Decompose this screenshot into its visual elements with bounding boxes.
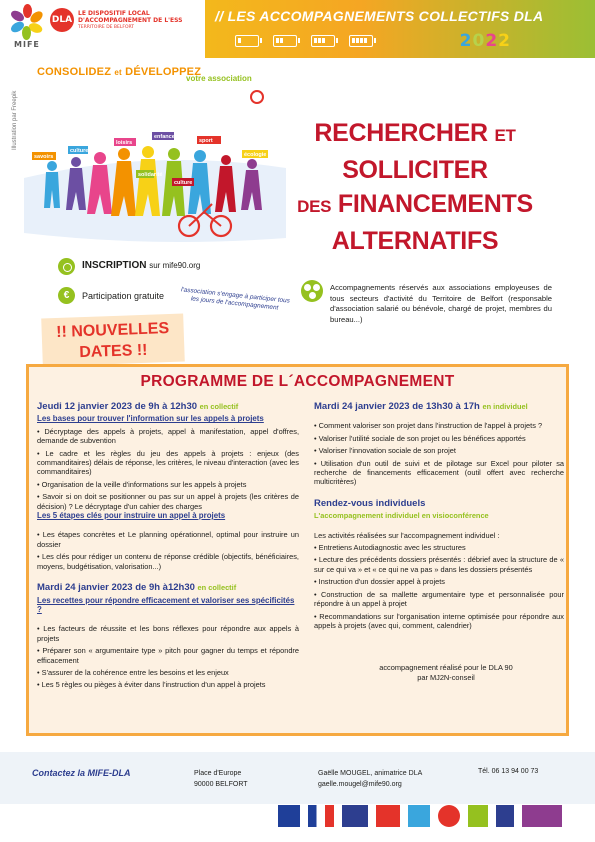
dla-title: LE DISPOSITIF LOCAL D'ACCOMPAGNEMENT DE L'ESS xyxy=(78,10,183,24)
list-item: • Les facteurs de réussite et les bons réflexes pour répondre aux appels à projets xyxy=(37,624,299,643)
contact-person: Gaëlle MOUGEL, animatrice DLA gaelle.mougel@mife90.org xyxy=(318,770,423,788)
list-item: • Le cadre et les règles du jeu des appels à projets : enjeux (des commanditaires) délais de réponse, les critères, le niveau d'interaction (avec les commanditaires) xyxy=(37,448,299,477)
euro-icon: € xyxy=(58,287,75,304)
list-item: • Lecture des précédents dossiers présentés : débrief avec la structure de « sur ce qui va » et « ce qui ne va pas » dans les dossiers présentés xyxy=(314,555,564,574)
provider-credit: accompagnement réalisé pour le DLA 90 par MJ2N-conseil xyxy=(379,663,513,683)
programme-box xyxy=(26,364,569,736)
email-link[interactable]: gaelle.mougel@mife90.org xyxy=(318,781,402,788)
illustration-word: solidarité xyxy=(138,172,163,178)
illustration-word: écologie xyxy=(244,152,267,158)
programme-title: PROGRAMME DE L´ACCOMPAGNEMENT xyxy=(140,373,455,390)
list-item: • Instruction d'un dossier appel à projets xyxy=(314,577,445,587)
list-item: • Préparer son « argumentaire type » pitch pour gagner du temps et répondre efficacement xyxy=(37,646,299,665)
phone-number[interactable]: Tél. 06 13 94 00 73 xyxy=(478,768,539,775)
slogan-subtitle: votre association xyxy=(186,74,252,83)
programme-right-column xyxy=(314,402,564,630)
session-subtitle: Les 5 étapes clés pour instruire un appel à projets xyxy=(37,511,226,521)
headline: RECHERCHER ET SOLLICITER DES FINANCEMENTS ALTERNATIFS xyxy=(297,119,533,255)
mife-logo[interactable] xyxy=(10,4,44,44)
registration-link[interactable]: INSCRIPTION sur mife90.org xyxy=(82,260,201,271)
battery-icon xyxy=(273,35,297,47)
list-item: • Décryptage des appels à projets, appel à manifestation, appel d'offres, demande de subvention xyxy=(37,426,299,446)
audience-text: Accompagnements réservés aux associations employeuses de tous secteurs d'activité du Territoire de Belfort (responsable d'association salarié ou bénévole, chargé de projet, membres du bureau...) xyxy=(330,283,552,324)
illustration-word: sport xyxy=(199,138,213,144)
header-banner xyxy=(205,0,595,58)
list-item: • Recommandations sur l'organisation interne optimisée pour répondre aux appels à projets (avec qui, comment, calendrier) xyxy=(314,611,564,630)
dla-logo[interactable]: DLA xyxy=(50,8,74,32)
year-label: 2022 xyxy=(459,31,511,51)
list-item: • Savoir si on doit se positionner ou pas sur un appel à projets (les critères de décision) ? Le décryptage d'un cahier des charges xyxy=(37,492,299,511)
footer-band xyxy=(0,752,595,804)
illustration-word: loisirs xyxy=(116,140,133,146)
session-subtitle: Les recettes pour répondre efficacement et valoriser ses spécificités ? xyxy=(37,595,295,614)
list-item: • Entretiens Autodiagnostic avec les structures xyxy=(314,543,466,553)
page-header xyxy=(0,0,595,58)
list-item: • Organisation de la veille d'informations sur les appels à projets xyxy=(37,479,247,489)
list-item: • Les clés pour rédiger un contenu de réponse crédible (objectifs, bénéficiaires, moyens, budgétisation, valorisation...) xyxy=(37,552,299,571)
free-participation: Participation gratuite xyxy=(82,291,165,301)
illustration-word: enfance xyxy=(154,134,175,140)
ville-belfort-logo xyxy=(468,805,488,827)
dla-territory: TERRITOIRE DE BELFORT xyxy=(78,25,135,30)
cnam-logo xyxy=(496,805,514,827)
grand-belfort-logo xyxy=(408,805,430,827)
session-heading: Mardi 24 janvier 2023 de 9h à12h30 en collectif xyxy=(37,582,237,594)
territoire-belfort-logo xyxy=(376,805,400,827)
illustration-credit: Illustration par Freepik xyxy=(12,90,18,150)
individual-heading: Rendez-vous individuels xyxy=(314,497,426,509)
prefecture-logo xyxy=(308,805,334,827)
teleperformance-logo xyxy=(522,805,562,827)
banner-title: // LES ACCOMPAGNEMENTS COLLECTIFS DLA xyxy=(215,8,544,24)
mife-logo-text: MIFE xyxy=(14,40,40,49)
session-heading: Jeudi 12 janvier 2023 de 9h à 12h30 en collectif xyxy=(37,401,239,412)
new-dates-badge: !! NOUVELLES DATES !! xyxy=(41,314,185,367)
list-item: • Valoriser l'utilité sociale de son projet ou les bénéfices apportés xyxy=(314,433,526,443)
illustration-people-walking xyxy=(24,108,286,248)
illustration-word: culture xyxy=(174,180,193,186)
registration-icon xyxy=(58,258,75,275)
group-icon xyxy=(301,280,323,302)
illustration-word: savoirs xyxy=(34,154,54,160)
circle-decoration xyxy=(250,90,264,104)
illustration-word: culture xyxy=(70,148,89,154)
slogan: CONSOLIDEZ et DÉVELOPPEZ xyxy=(37,66,202,78)
eu-flag-logo xyxy=(278,805,300,827)
session-heading: Mardi 24 janvier 2023 de 13h30 à 17h en individuel xyxy=(314,401,528,412)
battery-icon xyxy=(311,35,335,47)
list-item: • Comment valoriser son projet dans l'instruction de l'appel à projets ? xyxy=(314,421,543,431)
banque-territoires-logo xyxy=(342,805,368,827)
individual-intro: Les activités réalisées sur l'accompagnement individuel : xyxy=(314,530,500,540)
list-item: • Les étapes concrètes et Le planning opérationnel, optimal pour instruire un dossier xyxy=(37,530,299,549)
commitment-note: l'association s'engage à participer tous les jours de l'accompagnement xyxy=(180,286,291,312)
list-item: • S'assurer de la cohérence entre les besoins et les enjeux xyxy=(37,667,229,677)
address: Place d'Europe 90000 BELFORT xyxy=(194,770,248,788)
list-item: • Valoriser l'innovation sociale de son projet xyxy=(314,446,456,456)
region-bfc-logo xyxy=(438,805,460,827)
battery-icon xyxy=(349,35,373,47)
partner-logos xyxy=(278,805,578,829)
list-item: • Utilisation d'un outil de suivi et de pilotage sur Excel pour piloter sa recherche de financements efficacement (outil offert avec recherche multicritères) xyxy=(314,458,564,487)
battery-icon xyxy=(235,35,259,47)
individual-subtitle: L'accompagnement individuel en visioconférence xyxy=(314,511,489,521)
session-subtitle: Les bases pour trouver l'information sur les appels à projets xyxy=(37,414,264,424)
programme-left-column xyxy=(37,402,299,690)
list-item: • Construction de sa mallette argumentaire type et personnalisée pour répondre à un appel à projet xyxy=(314,589,564,609)
contact-label: Contactez la MIFE-DLA xyxy=(32,768,131,778)
list-item: • Les 5 règles ou pièges à éviter dans l'instruction d'un appel à projets xyxy=(37,680,266,690)
